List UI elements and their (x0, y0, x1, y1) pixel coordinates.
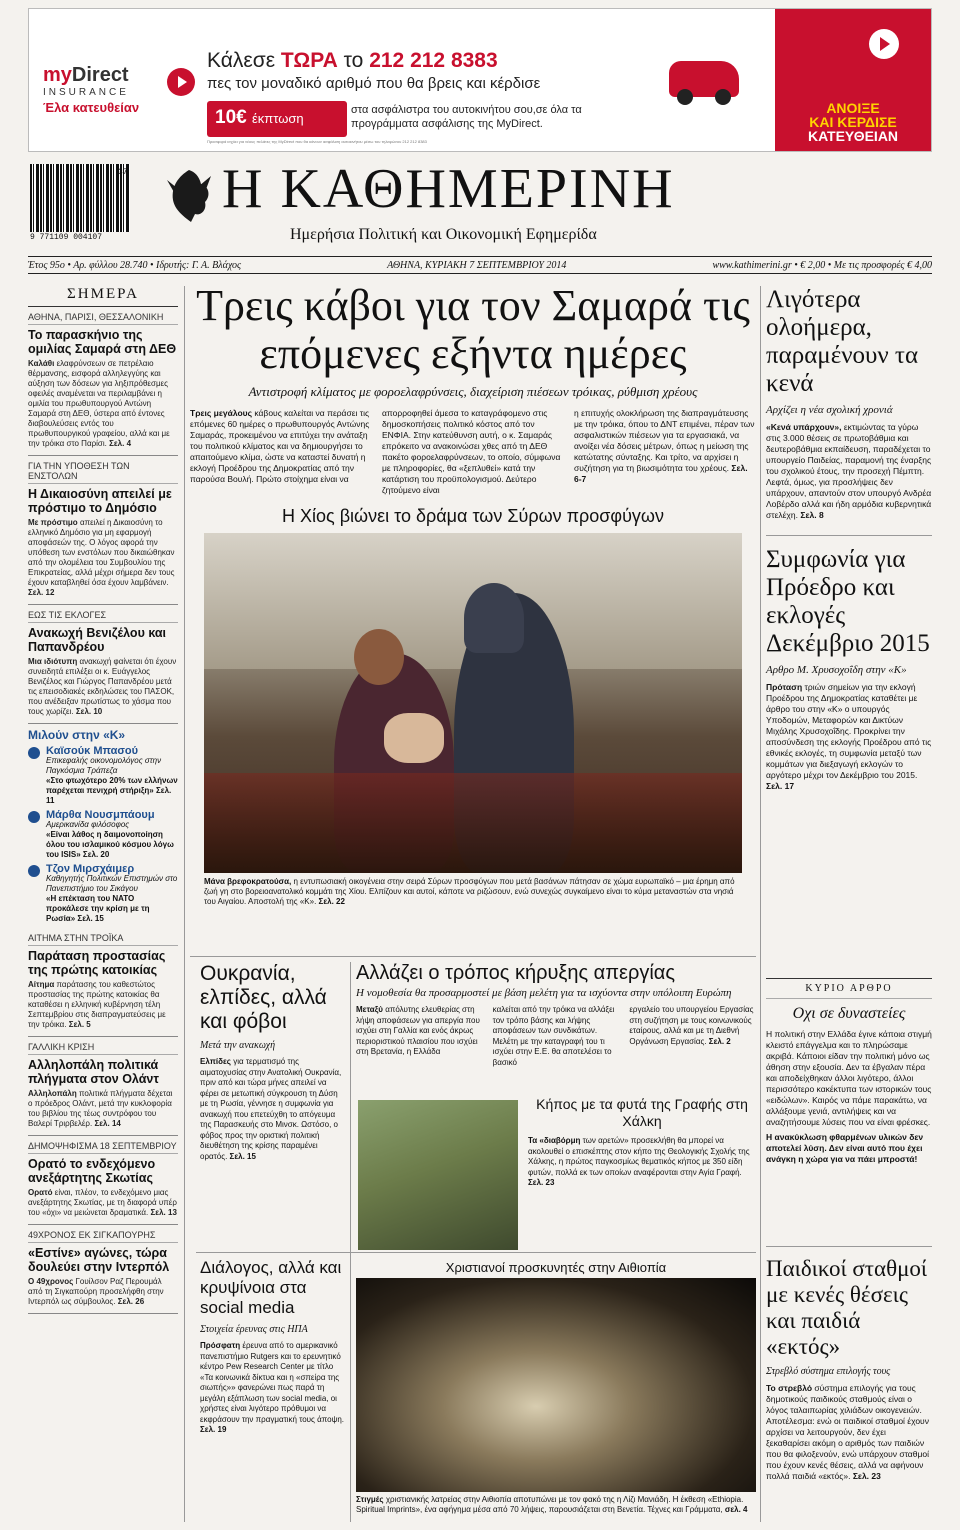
arrow-icon (28, 747, 40, 759)
halki-garden-photo[interactable] (358, 1100, 518, 1250)
brief-kicker: ΓΙΑ ΤΗΝ ΥΠΟΘΕΣΗ ΤΩΝ ΕΝΣΤΟΛΩΝ (28, 461, 178, 484)
social-media-story[interactable] (200, 1258, 346, 1436)
strike-body: Μεταξύ απόλυτης ελευθερίας στη λήψη αποφάσεων για απεργία που ισχύει στη Γαλλία και ενός άκρως περιοριστικού πλαισίου που ισχύει στη Βρετανία, η Ελλάδα καλείται από την τρόικα να αλλάξει τον τρόπο βάσης και λήψης αποφάσεων των συνδικάτων. Μελέτη με την καταγραφή του τι ισχύει στην Ε.Ε. θα αποτελέσει το βασικό εργαλείο του υπουργείου Εργασίας στη συζήτηση με τους κοινωνικούς εταίρους, αλλά και με τη Διεθνή Οργάνωση Εργασίας. Σελ. 2 (356, 1005, 754, 1067)
photo-title[interactable]: Η Χίος βιώνει το δράμα των Σύρων προσφύγων (282, 506, 664, 526)
brief-kicker: ΕΩΣ ΤΙΣ ΕΚΛΟΓΕΣ (28, 610, 178, 623)
ukraine-subheadline: Μετά την ανακωχή (200, 1040, 276, 1051)
brief-body: Ορατό είναι, πλέον, το ενδεχόμενο μιας ανεξάρτητης Σκωτίας, με τη διαφορά υπέρ του «όχι» να μειώνεται δραματικά. Σελ. 13 (28, 1188, 177, 1217)
issue-date: ΑΘΗΝΑ, ΚΥΡΙΑΚΗ 7 ΣΕΠΤΕΜΒΡΙΟΥ 2014 (387, 259, 567, 271)
brief-item[interactable] (28, 1136, 178, 1225)
schools-headline[interactable]: Λιγότερα ολοήμερα, παραμένουν τα κενά (766, 286, 919, 397)
brief-headline[interactable]: Αλληλοπάλη πολιτικά πλήγματα στον Ολάντ (28, 1058, 159, 1086)
interview-quote: «Η επέκταση του ΝΑΤΟ προκάλεσε την κρίση με τη Ρωσία» Σελ. 15 (46, 894, 150, 923)
strike-story[interactable] (356, 962, 756, 1068)
website-price[interactable]: www.kathimerini.gr • € 2,00 • Με τις προσφορές € 4,00 (712, 259, 932, 271)
ad-fine-print: Προσφορά ισχύει για νέους πελάτες της MyDirect που θα κάνουν ασφάλιση αυτοκινήτου μέσω του τηλεφώνου 212 212 8383 (207, 139, 427, 144)
ukraine-body: Ελπίδες για τερματισμό της αιματοχυσίας στην Ανατολική Ουκρανία, πριν από και τώρα μήνες απειλεί να φέρει σε μετωπική σύγκρουση τη Δύση με τη Ρωσία, γέννησε η συμφωνία για ανακωχή που επετεύχθη το απόγευμα της Παρασκευής στο Μινσκ. Ωστόσο, ο φόβος προς την οριστική πολιτική διευθέτηση της κρίσης παραμένει ορατός. Σελ. 15 (200, 1057, 342, 1161)
issue-info: Έτος 95ο • Αρ. φύλλου 28.740 • Ιδρυτής: Γ. Α. Βλάχος (28, 259, 242, 271)
editorial[interactable] (766, 978, 932, 1165)
lead-subheadline: Αντιστροφή κλίματος με φοροελαφρύνσεις, διαχείριση πιέσεων τρόικας, ρύθμιση χρέους (248, 384, 698, 399)
right-column (766, 286, 932, 792)
cta-line-2: ΚΑΙ ΚΕΡΔΙΣΕ (809, 114, 897, 130)
president-body: Πρόταση τριών σημείων για την εκλογή Προέδρου της Δημοκρατίας καταθέτει με άρθρο του στην «Κ» ο υπουργός Υποδομών, Μεταφορών και Δικτύων Μιχάλης Χρυσοχοΐδης. Προκρίνει την αποσύνδεση της εκλογής Προέδρου από τις εθνικές εκλογές, τη συμφωνία μεταξύ των κομμάτων για διεξαγωγή εκλογών το αργότερο μέχρι τον Δεκέμβριο του 2015. Σελ. 17 (766, 682, 932, 791)
interviewee-role: Επικεφαλής οικονομολόγος στην Παγκόσμια Τράπεζα (46, 756, 162, 775)
nurseries-subheadline: Στρεβλό σύστημα επιλογής τους (766, 1366, 891, 1377)
ad-text: στα ασφάλιστρα του αυτοκινήτου σου,σε όλα τα προγράμματα ασφάλισης της MyDirect. (351, 104, 582, 130)
arrow-icon (28, 811, 40, 823)
arrow-icon (28, 865, 40, 877)
brief-kicker: ΑΘΗΝΑ, ΠΑΡΙΣΙ, ΘΕΣΣΑΛΟΝΙΚΗ (28, 312, 178, 325)
editorial-body: Η πολιτική στην Ελλάδα έγινε κάποια στιγμή κλειστό επάγγελμα και το πληρώσαμε ακριβά. Κάποιοι είδαν την πολιτική μόνο ως άθηση στην εξουσία. Δεν τα έβγαλαν πέρα και αποδείχθηκαν άλλοι λιγότερο, άλλοι περισσότερο κακέκτυπα των ιστορικών τους «ειδώλων». Καιρός να πάμε παρακάτω, να αλλάξουμε γενιά, αντιλήψεις και να αναζητήσουμε λύσεις που να είναι φρέσκες. (766, 1029, 932, 1127)
barcode-number: 9 771109 004107 (30, 233, 103, 242)
brief-body: Με πρόστιμο απειλεί η Δικαιοσύνη το ελληνικό Δημόσιο για μη εφαρμογή αποφάσεών της. Ο λόγος αφορά την υπόθεση των ενστόλων που δικαιώθηκαν από την ολομέλεια του Συμβουλίου της Επικρατείας, αλλά μέχρι σήμερα δεν τους έχουν καταβληθεί όσα έχουν λαμβάνειν. Σελ. 12 (28, 518, 175, 597)
play-icon (167, 68, 195, 96)
car-icon (669, 61, 739, 97)
interviewee-name: Μάρθα Νουσμπάουμ (46, 809, 155, 821)
cta-line-3: ΚΑΤΕΥΘΕΙΑΝ (807, 128, 899, 144)
issue-number: 37 (118, 168, 128, 177)
discount-badge: 10€ έκπτωση (207, 101, 347, 137)
brief-kicker: ΓΑΛΛΙΚΗ ΚΡΙΣΗ (28, 1042, 178, 1055)
interview-quote: «Είναι λάθος η δαιμονοποίηση όλου του ισλαμικού κόσμου λόγω του ISIS» Σελ. 20 (46, 830, 174, 859)
social-media-body: Πρόσφατη έρευνα από το αμερικανικό πανεπιστήμιο Rutgers και το ερευνητικό κέντρο Pew Research Center με τίτλο «Τα κοινωνικά δίκτυα και η «σπείρα της σιωπής»» φανερώνει πως παρά τη μεγάλη εξάπλωση των social media, οι χρήστες είναι λιγότερο πρόθυμοι να εκφράσουν την πραγματική τους άποψη. Σελ. 19 (200, 1341, 344, 1434)
brief-headline[interactable]: «Εστίνε» αγώνες, τώρα δουλεύει στην Ιντερπόλ (28, 1246, 170, 1274)
strike-subheadline: Η νομοθεσία θα προσαρμοστεί με βάση μελέτη για τα ισχύοντα στην υπόλοιπη Ευρώπη (356, 987, 732, 999)
brief-body: Αίτημα παράτασης του καθεστώτος προστασίας της πρώτης κατοικίας θα καταθέσει η ελληνική κυβέρνηση τέλη Σεπτεμβρίου στις διαπραγματεύσεις με την τρόικα. Σελ. 5 (28, 980, 166, 1029)
ukraine-story[interactable] (200, 962, 346, 1162)
social-media-subheadline: Στοιχεία έρευνας στις ΗΠΑ (200, 1324, 308, 1335)
mydirect-logo: myDirect INSURANCE Έλα κατευθείαν (43, 64, 193, 115)
brief-item[interactable] (28, 456, 178, 605)
newspaper-subtitle: Ημερήσια Πολιτική και Οικονομική Εφημερίδα (290, 226, 597, 243)
brief-item[interactable] (28, 1037, 178, 1136)
lead-story[interactable] (190, 282, 756, 907)
brief-headline[interactable]: Το παρασκήνιο της ομιλίας Σαμαρά στη ΔΕΘ (28, 328, 177, 356)
president-headline[interactable]: Συμφωνία για Πρόεδρο και εκλογές Δεκέμβριο 2015 (766, 546, 930, 657)
ad-headline: Κάλεσε ΤΩΡΑ το 212 212 8383 (207, 49, 498, 72)
brief-item[interactable] (28, 1225, 178, 1314)
brief-headline[interactable]: Η Δικαιοσύνη απειλεί με πρόστιμο το Δημόσιο (28, 487, 172, 515)
ukraine-headline[interactable]: Ουκρανία, ελπίδες, αλλά και φόβοι (200, 962, 327, 1033)
strike-headline[interactable]: Αλλάζει ο τρόπος κήρυξης απεργίας (356, 962, 675, 984)
griffin-logo-icon (165, 166, 213, 228)
brief-headline[interactable]: Ανακωχή Βενιζέλου και Παπανδρέου (28, 626, 167, 654)
brief-item[interactable] (28, 307, 178, 456)
brief-body: Ο 49χρονος Γουίλσον Ραζ Περουμάλ από τη Σιγκαπούρη προσελήφθη στην Ιντερπόλ ως σύμβουλος. Σελ. 26 (28, 1277, 164, 1306)
ethiopia-caption: Στιγμές χριστιανικής λατρείας στην Αιθιοπία αποτυπώνει με τον φακό της η Λίζι Μανιάδη. Η έκθεση «Ethiopia. Spiritual Imprints», ένα αφήγημα μέσα από 70 λήψεις, παρουσιάζεται στη Βενετία. Τέχνες και Γράμματα, σελ. 4 (356, 1495, 748, 1514)
advertisement-banner[interactable] (28, 8, 932, 152)
brief-kicker: ΔΗΜΟΨΗΦΙΣΜΑ 18 ΣΕΠΤΕΜΒΡΙΟΥ (28, 1141, 178, 1154)
today-column (28, 286, 178, 1314)
interviewee-name: Τζον Μιρσχάιμερ (46, 863, 135, 875)
ad-cta-panel[interactable] (775, 9, 931, 151)
nurseries-body: Το στρεβλό σύστημα επιλογής για τους δημοτικούς παιδικούς σταθμούς είναι ο λόγος ταλαιπωρίας χιλιάδων οικογενειών. Αποτέλεσμα: ενώ οι παιδικοί σταθμοί έχουν αρχίσει να λειτουργούν, δεν έχει ξεκαθαρίσει ακόμη ο αριθμός των παιδιών που θα φιλοξενούν, ενώ υπάρχουν σταθμοί που έχουν κενές θέσεις, αλλά να αφήνουν πολλά παιδιά «εκτός». Σελ. 23 (766, 1383, 929, 1481)
brief-body: Καλάθι ελαφρύνσεων σε πετρέλαιο θέρμανσης, εισφορά αλληλεγγύης και αύξηση των δόσεων για ληξιπρόθεσμες οφειλές αναμένεται να περιλαμβάνει η ομιλία του πρωθυπουργού Αντώνη Σαμαρά στη ΔΕΘ, ύστερα από έντονες διαβουλεύσεις εντός του πρωθυπουργικού γραφείου, αλλά και με την τρόικα στο Παρίσι. Σελ. 4 (28, 359, 170, 448)
brief-body: Μια ιδιότυπη ανακωχή φαίνεται ότι έχουν συνειδητά επιλέξει οι κ. Ευάγγελος Βενιζέλος και Γιώργος Παπανδρέου μετά τις επεισοδιακές εκδηλώσεις του ΠΑΣΟΚ, που ανέδειξαν πρωτίστως το χάσμα που τους χωρίζει. Σελ. 10 (28, 657, 177, 716)
play-icon (869, 29, 899, 59)
photo-caption: Μάνα βρεφοκρατούσα, η εντυπωσιακή οικογένεια στην σειρά Σύρων προσφύγων που μετά βασάνων πάτησαν σε χώμα ευρωπαϊκό – μια έρημη από ζωή γη στο βορειοανατολικό κομμάτι της Χίου. Ελπίζουν και αυτοί, κάποτε να ριζώσουν, ενώ συνεχώς συγκαίμενο είναι το κύμα μεταναστών στα νησιά του Αιγαίου. Αποστολή της «Κ». Σελ. 22 (204, 877, 735, 906)
halki-story[interactable] (528, 1096, 756, 1189)
ad-subline: πες τον μοναδικό αριθμό που θα βρεις και κέρδισε (207, 75, 541, 92)
interviews-header: Μιλούν στην «Κ» (28, 728, 126, 742)
interview-item[interactable] (28, 864, 178, 924)
schools-subheadline: Αρχίζει η νέα σχολική χρονιά (766, 404, 893, 416)
editorial-conclusion: Η ανακύκλωση φθαρμένων υλικών δεν αποτελεί λύση. Δεν είναι αυτό που έχει ανάγκη η χώρα για να πάει μπροστά! (766, 1132, 924, 1164)
interviewee-role: Καθηγητής Πολιτικών Επιστημών στο Πανεπιστήμιο του Σικάγου (46, 874, 178, 893)
today-header: ΣΗΜΕΡΑ (28, 286, 178, 307)
nurseries-headline[interactable]: Παιδικοί σταθμοί με κενές θέσεις και παιδιά «εκτός» (766, 1256, 928, 1359)
brief-item[interactable] (28, 605, 178, 724)
halki-headline[interactable]: Κήπος με τα φυτά της Γραφής στη Χάλκη (536, 1096, 748, 1129)
brief-kicker: ΑΙΤΗΜΑ ΣΤΗΝ ΤΡΟΪΚΑ (28, 933, 178, 946)
brief-body: Αλληλοπάλη πολιτικά πλήγματα δέχεται ο πρόεδρος Ολάντ, μετά την κυκλοφορία του βιβλίου της τέως συντρόφου του Βαλερί Τριρβελέρ. Σελ. 14 (28, 1089, 173, 1128)
brief-headline[interactable]: Ορατό το ενδεχόμενο ανεξάρτητης Σκωτίας (28, 1157, 156, 1185)
brief-kicker: 49ΧΡΟΝΟΣ ΕΚ ΣΙΓΚΑΠΟΥΡΗΣ (28, 1230, 178, 1243)
ethiopia-title[interactable]: Χριστιανοί προσκυνητές στην Αιθιοπία (445, 1260, 667, 1275)
barcode (30, 164, 130, 232)
editorial-headline[interactable]: Οχι σε δυναστείες (792, 1005, 906, 1022)
interview-quote: «Στο φτωχότερο 20% των ελλήνων παρέχεται πενιχρή στήριξη» Σελ. 11 (46, 776, 178, 805)
interviewee-role: Αμερικανίδα φιλόσοφος (46, 820, 130, 829)
interviewee-name: Καϊσούκ Μπασού (46, 745, 139, 757)
schools-body: «Κενά υπάρχουν», εκτιμώντας τα γύρω στις 3.000 θέσεις σε πρωτοβάθμια και δευτεροβάθμια εκπαίδευση, παραδέχεται το υπουργείο Παιδείας, παραμονή της έναρξης του σχολικού έτους, την προσεχή Πέμπτη. Λεφτά, όμως, για προσλήψεις δεν υπάρχουν, απαντούν στον υπουργό Ανδρέα Λοβέρδο αλλά και ήδη αρμόδια κυβερνητικά στελέχη. Σελ. 8 (766, 422, 932, 520)
president-subheadline: Αρθρο Μ. Χρυσοχοΐδη στην «Κ» (766, 664, 907, 676)
lead-body: Τρεις μεγάλους κάβους καλείται να περάσει τις επόμενες 60 ημέρες ο πρωθυπουργός Αντώνης Σαμαράς, προκειμένου να επιτύχει την ανάταξη του πολιτικού κλίματος και να δημιουργήσει το απαιτούμενο κλίμα, ώστε να καταστεί δυνατή η εκλογή Προέδρου της Δημοκρατίας από την παρούσα Βουλή. Πρώτο στοίχημα είναι να απορροφηθεί άμεσα το καταγράφομενο στις δημοσκοπήσεις πολιτικό κόστος από τον ΕΝΦΙΑ. Στην κατεύθυνση αυτή, ο κ. Σαμαράς επρόκειτο να ανακοινώσει χθες από τη ΔΕΘ πακέτο φοροελαφρύνσεων, το οποίο, σύμφωνα με πληροφορίες, θα «ξεπλυθεί» κατά την κατάρτιση του προϋπολογισμού. Δεύτερο ζητούμενο είναι η επιτυχής ολοκλήρωση της διαπραγμάτευσης με την τρόικα, όπου το ΔΝΤ επιμένει, πέραν των ασφαλιστικών πιέσεων για τα εργασιακά, να ανοίξει νέα δόσεις μέτρων, όπως η μείωση της κατώτατης σύνταξης. Και τρίτο, να αρχίσει η συζήτηση για τη βιωσιμότητα του χρέους. Σελ. 6-7 (190, 408, 755, 495)
refugees-photo[interactable] (204, 533, 742, 873)
halki-body: Τα «διαβόρμη των αρετών» προσεκλήθη θα μπορεί να ακολουθεί ο επισκέπτης στον κήπο της Θεολογικής Σχολής της Χάλκης, η πρώτος παγκοσμίως θεματικός κήπος με 350 είδη φυτών, πολλά εκ των οποίων αναφέρονται στην Αγία Γραφή. Σελ. 23 (528, 1136, 750, 1187)
cta-line-1: ΑΝΟΙΞΕ (826, 100, 880, 116)
brief-headline[interactable]: Παράταση προστασίας της πρώτης κατοικίας (28, 949, 166, 977)
nurseries-story[interactable] (766, 1256, 932, 1482)
social-media-headline[interactable]: Διάλογος, αλλά και κρυψίνοια στα social media (200, 1258, 342, 1317)
ethiopia-pilgrims-photo[interactable] (356, 1278, 756, 1492)
interview-item[interactable] (28, 746, 178, 806)
brief-item[interactable] (28, 928, 178, 1037)
interview-item[interactable] (28, 810, 178, 860)
lead-headline[interactable]: Τρεις κάβοι για τον Σαμαρά τις επόμενες εξήντα ημέρες (196, 281, 750, 378)
newspaper-title[interactable]: Η ΚΑΘΗΜΕΡΙΝΗ (222, 158, 675, 220)
dateline (28, 256, 932, 274)
editorial-label: ΚΥΡΙΟ ΑΡΘΡΟ (766, 979, 932, 999)
